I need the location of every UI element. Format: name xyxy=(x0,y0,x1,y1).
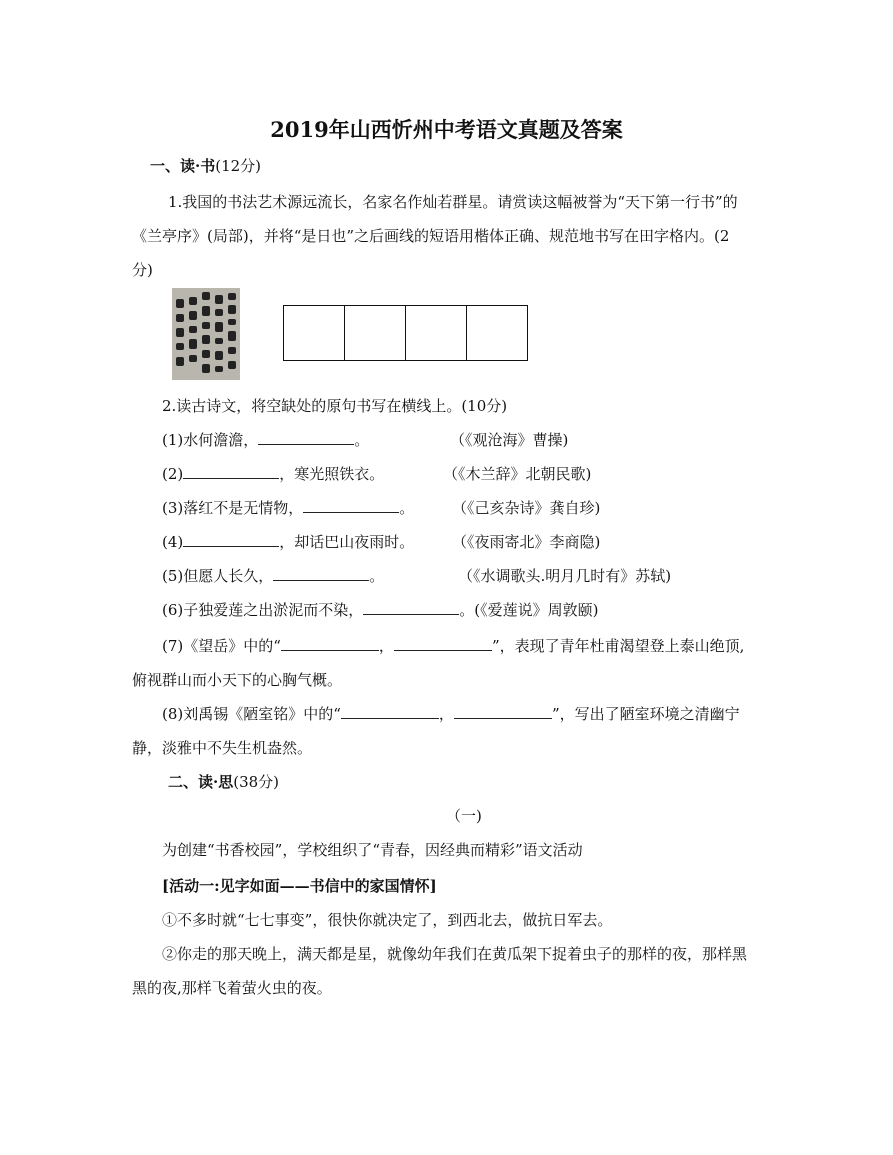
q2-item-2-source: （《木兰辞》北朝民歌) xyxy=(443,465,592,483)
q2-item-8-cont: 静，淡雅中不失生机盎然。 xyxy=(132,739,313,757)
q2-item-1: (1)水何澹澹， 。 xyxy=(162,431,370,449)
answer-blank[interactable] xyxy=(341,704,439,719)
section-2-title: 二、读·思 xyxy=(168,773,234,791)
section-1-score: (12分) xyxy=(215,157,262,175)
q2-item-2: (2) ，寒光照铁衣。 xyxy=(162,465,385,483)
q2-item-4-source: （《夜雨寄北》李商隐) xyxy=(452,533,601,551)
q2-item-8: (8)刘禹锡《陋室铭》中的“ ， ”，写出了陋室环境之清幽宁 xyxy=(162,705,740,723)
answer-blank[interactable] xyxy=(273,566,369,581)
answer-blank[interactable] xyxy=(281,636,379,651)
answer-blank[interactable] xyxy=(183,464,279,479)
grid-cell[interactable] xyxy=(467,306,527,360)
activity-1-heading: [活动一:见字如面——书信中的家国情怀] xyxy=(162,877,437,895)
section-1-title: 一、读·书 xyxy=(150,157,216,175)
grid-cell[interactable] xyxy=(406,306,467,360)
section-1-heading xyxy=(150,156,261,176)
part-label: （一) xyxy=(446,807,482,825)
answer-blank[interactable] xyxy=(183,532,279,547)
answer-blank[interactable] xyxy=(394,636,492,651)
page-title: 2019年山西忻州中考语文真题及答案 xyxy=(270,117,623,142)
q2-intro: 2.读古诗文，将空缺处的原句书写在横线上。(10分) xyxy=(162,397,508,415)
answer-blank[interactable] xyxy=(258,430,354,445)
grid-cell[interactable] xyxy=(284,306,345,360)
answer-blank[interactable] xyxy=(363,600,459,615)
q2-item-7: (7)《望岳》中的“ ， ”，表现了青年杜甫渴望登上泰山绝顶, xyxy=(162,637,745,655)
answer-blank[interactable] xyxy=(454,704,552,719)
q2-item-3-source: （《己亥杂诗》龚自珍) xyxy=(452,499,601,517)
q2-item-5-source: （《水调歌头.明月几时有》苏轼) xyxy=(458,567,672,585)
q2-item-5: (5)但愿人长久， 。 xyxy=(162,567,385,585)
grid-cell[interactable] xyxy=(345,306,406,360)
q1-line-2: 《兰亭序》(局部)，并将“是日也”之后画线的短语用楷体正确、规范地书写在田字格内。(2 xyxy=(132,227,730,245)
answer-blank[interactable] xyxy=(303,498,399,513)
q2-item-4: (4) ，却话巴山夜雨时。 xyxy=(162,533,415,551)
paragraph-2-cont: 黑的夜,那样飞着萤火虫的夜。 xyxy=(132,979,332,997)
section-2-score: (38分) xyxy=(233,773,280,791)
q2-item-7-cont: 俯视群山而小天下的心胸气概。 xyxy=(132,671,343,689)
paragraph-2: ②你走的那天晚上，满天都是星，就像幼年我们在黄瓜架下捉着虫子的那样的夜，那样黑 xyxy=(162,945,748,963)
section-2-heading xyxy=(168,772,279,792)
writing-grid xyxy=(283,305,528,361)
q2-item-3: (3)落红不是无情物， 。 xyxy=(162,499,415,517)
activity-intro: 为创建“书香校园”，学校组织了“青春，因经典而精彩”语文活动 xyxy=(162,841,583,859)
q2-item-1-source: （《观沧海》曹操) xyxy=(450,431,569,449)
q1-line-3: 分) xyxy=(132,261,153,279)
calligraphy-image xyxy=(172,288,240,380)
q2-item-6: (6)子独爱莲之出淤泥而不染， 。(《爱莲说》周敦颐) xyxy=(162,601,599,619)
paragraph-1: ①不多时就“七七事变”，很快你就决定了，到西北去，做抗日军去。 xyxy=(162,911,613,929)
q1-line-1: 1.我国的书法艺术源远流长，名家名作灿若群星。请赏读这幅被誉为“天下第一行书”的 xyxy=(168,193,738,211)
